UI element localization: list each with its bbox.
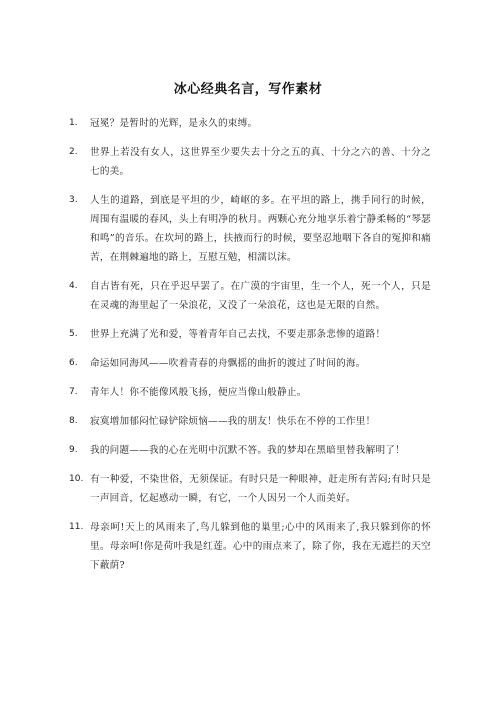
list-item	[69, 412, 431, 431]
list-item	[69, 441, 431, 460]
item-text: 自古皆有死，只在乎迟早罢了。在广漠的宇宙里，生一个人，死一个人，只是在灵魂的海里起了一朵浪花，又没了一朵浪花，这也是无限的自然。	[90, 281, 431, 311]
list-item	[69, 383, 431, 402]
item-number: 7.	[69, 387, 78, 397]
item-text: 我的问题——我的心在光明中沉默不答。我的梦却在黑暗里替我解明了！	[90, 445, 405, 456]
list-item	[69, 114, 431, 133]
item-text: 人生的道路，到底是平坦的少，崎岖的多。在平坦的路上，携手同行的时候，周围有温暖的春风，头上有明净的秋月。两颗心充分地享乐着宁静柔畅的“琴瑟和鸣”的音乐。在坎坷的路上，扶掖而行的时候，要坚忍地咽下各自的冤抑和痛苦，在荆棘遍地的路上，互慰互勉，相濡以沫。	[90, 195, 431, 263]
quote-list	[69, 114, 431, 585]
list-item	[69, 470, 431, 508]
item-number: 9.	[69, 445, 78, 455]
item-number: 3.	[69, 195, 78, 205]
list-item	[69, 518, 431, 575]
document-title: 冰心经典名言，写作素材	[173, 82, 323, 97]
item-number: 2.	[69, 147, 78, 157]
item-number: 5.	[69, 329, 78, 339]
item-number: 4.	[69, 281, 78, 291]
item-text: 有一种爱，不染世俗，无须保证。有时只是一种眼神，赶走所有苦闷;有时只是一声回音，忆起感动一瞬，有它，一个人因另一个人而美好。	[90, 474, 431, 504]
item-number: 6.	[69, 358, 78, 368]
item-text: 命运如同海风——吹着青春的舟飘摇的曲折的渡过了时间的海。	[90, 358, 366, 369]
item-text: 寂寞增加郁闷忙碌铲除烦恼——我的朋友！快乐在不停的工作里！	[90, 416, 376, 427]
item-text: 世界上若没有女人，这世界至少要失去十分之五的真、十分之六的善、十分之七的美。	[90, 147, 431, 177]
item-number: 10.	[69, 474, 84, 484]
item-text: 世界上充满了光和爱，等着青年自己去找，不要走那条悲惨的道路！	[90, 329, 386, 340]
list-item	[69, 143, 431, 181]
item-number: 11.	[69, 522, 84, 532]
list-item	[69, 325, 431, 344]
item-text: 青年人！你不能像风般飞扬，便应当像山般静止。	[90, 387, 307, 398]
item-number: 1.	[69, 118, 78, 128]
list-item	[69, 277, 431, 315]
item-text: 母亲呵!天上的风雨来了,鸟儿躲到他的巢里;心中的风雨来了,我只躲到你的怀里。母亲呵!你是荷叶我是红莲。心中的雨点来了，除了你，我在无遮拦的天空下蔽荫?	[90, 522, 431, 571]
item-number: 8.	[69, 416, 78, 426]
item-text: 冠冕？是暂时的光辉，是永久的束缚。	[90, 118, 258, 129]
list-item	[69, 354, 431, 373]
list-item	[69, 191, 431, 267]
